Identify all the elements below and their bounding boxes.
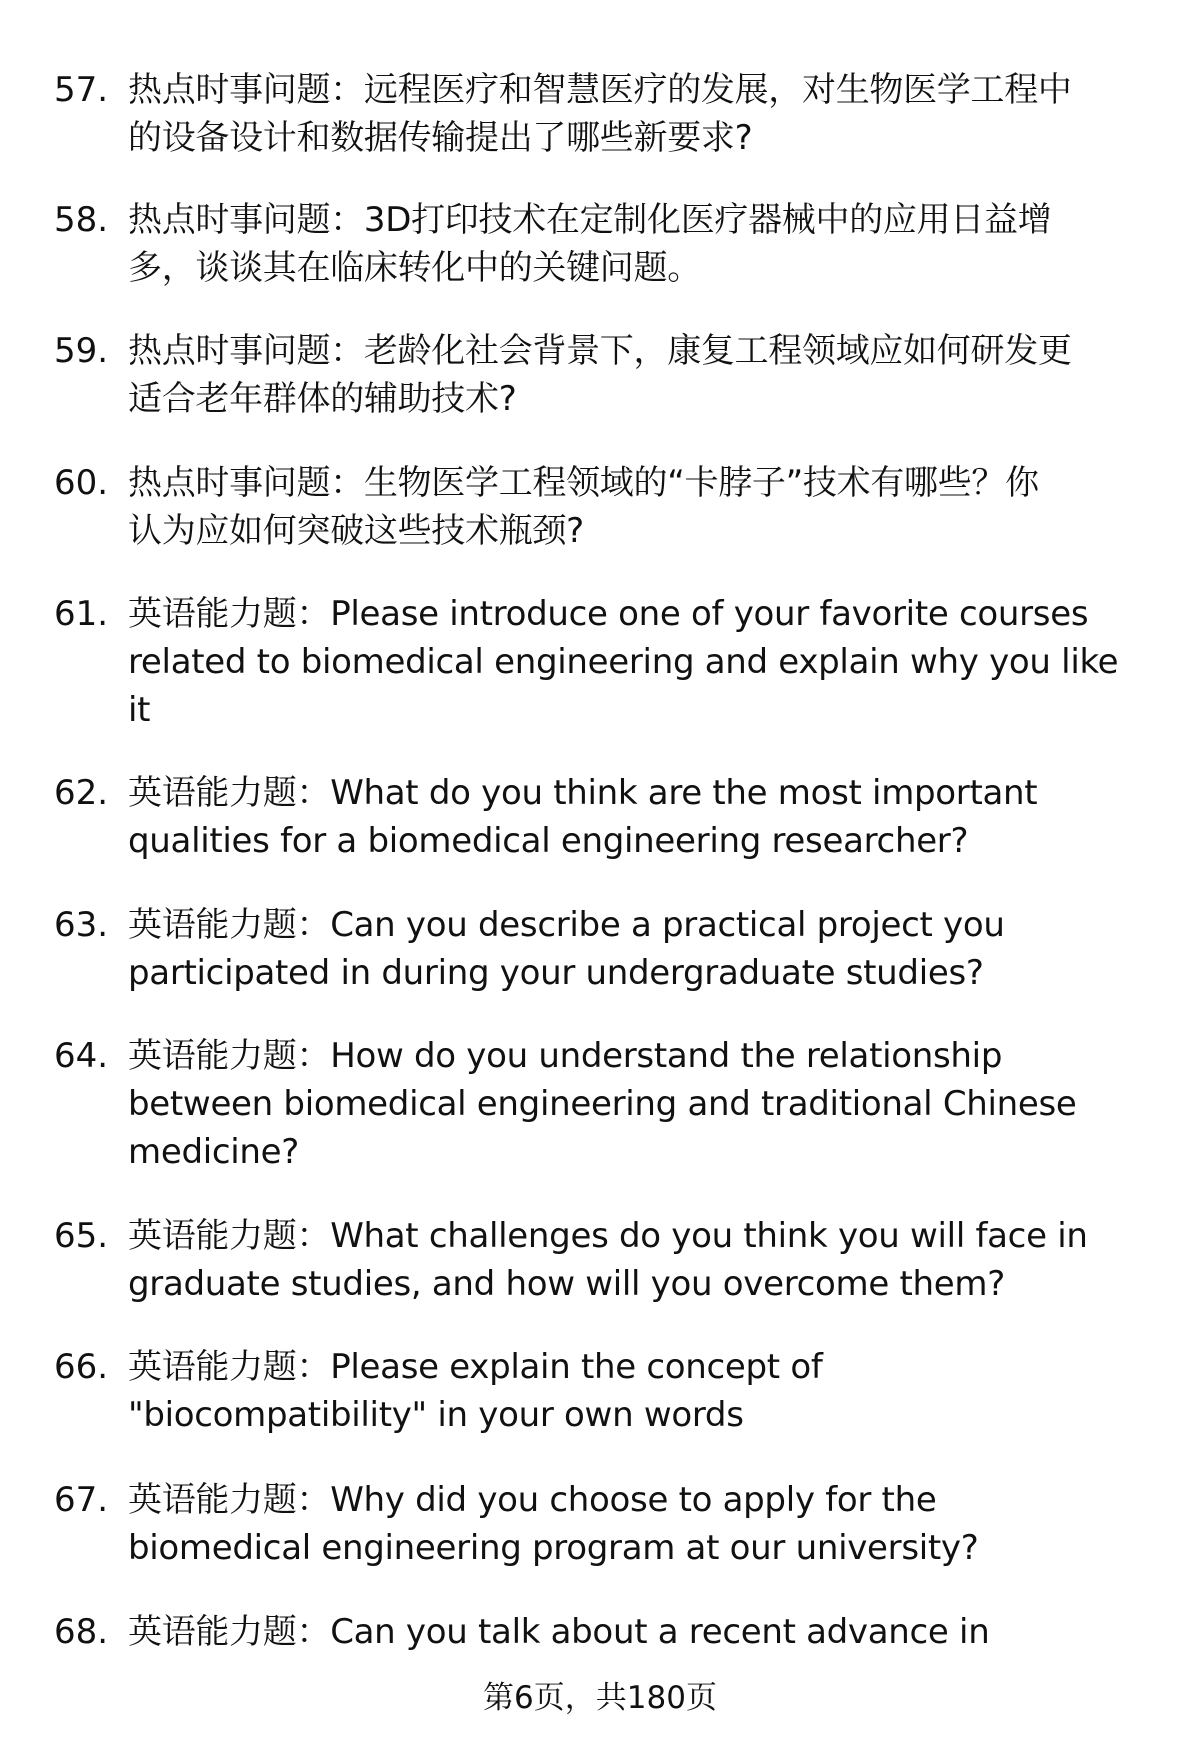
question-text <box>128 1476 979 1572</box>
question-number: 63. <box>54 905 109 945</box>
question-text <box>128 769 1037 865</box>
question-text-line: 热点时事问题：远程医疗和智慧医疗的发展，对生物医学工程中 <box>128 70 1072 110</box>
question-text-line: 的设备设计和数据传输提出了哪些新要求? <box>128 118 753 158</box>
question-text-line: medicine? <box>128 1132 300 1172</box>
question-number: 64. <box>54 1036 109 1076</box>
question-text-line: 英语能力题：Why did you choose to apply for the <box>128 1480 937 1520</box>
question-number: 67. <box>54 1480 109 1520</box>
question-number: 59. <box>54 331 109 371</box>
question-text-line: 英语能力题：What challenges do you think you will face in <box>128 1216 1088 1256</box>
question-text-line: "biocompatibility" in your own words <box>128 1395 744 1435</box>
question-number: 60. <box>54 463 109 503</box>
question-text <box>128 327 1072 423</box>
question-number: 65. <box>54 1216 109 1256</box>
question-number: 68. <box>54 1612 109 1652</box>
question-number: 66. <box>54 1347 109 1387</box>
question-text-line: it <box>128 690 151 730</box>
question-text-line: related to biomedical engineering and explain why you like <box>128 642 1119 682</box>
question-text-line: 英语能力题：Please introduce one of your favorite courses <box>128 594 1089 634</box>
question-text-line: 热点时事问题：老龄化社会背景下，康复工程领域应如何研发更 <box>128 331 1072 371</box>
question-text <box>128 901 1005 997</box>
question-text-line: 英语能力题：How do you understand the relationship <box>128 1036 1003 1076</box>
question-text <box>128 590 1118 734</box>
question-number: 57. <box>54 70 109 110</box>
question-text-line: between biomedical engineering and traditional Chinese <box>128 1084 1077 1124</box>
question-text-line: 多，谈谈其在临床转化中的关键问题。 <box>128 248 701 288</box>
question-text-line: 英语能力题：Can you talk about a recent advance in <box>128 1612 990 1652</box>
question-text-line: 英语能力题：Please explain the concept of <box>128 1347 823 1387</box>
question-number: 61. <box>54 594 109 634</box>
question-text-line: participated in during your undergraduate studies? <box>128 953 984 993</box>
question-text-line: biomedical engineering program at our university? <box>128 1528 979 1568</box>
question-text <box>128 459 1039 555</box>
question-text-line: qualities for a biomedical engineering researcher? <box>128 821 969 861</box>
question-number: 58. <box>54 200 109 240</box>
question-text-line: 适合老年群体的辅助技术? <box>128 379 517 419</box>
question-text-line: 英语能力题：What do you think are the most important <box>128 773 1038 813</box>
question-text-line: 英语能力题：Can you describe a practical project you <box>128 905 1005 945</box>
question-text-line: 热点时事问题：3D打印技术在定制化医疗器械中的应用日益增 <box>128 200 1052 240</box>
question-number: 62. <box>54 773 109 813</box>
question-text <box>128 66 1072 162</box>
question-text-line: 认为应如何突破这些技术瓶颈? <box>128 511 584 551</box>
question-text <box>128 1032 1077 1176</box>
question-text-line: graduate studies, and how will you overcome them? <box>128 1264 1005 1304</box>
page-footer: 第6页，共180页 <box>483 1680 717 1716</box>
question-text <box>128 1343 823 1439</box>
question-text <box>128 196 1051 292</box>
question-text <box>128 1212 1088 1308</box>
question-text-line: 热点时事问题：生物医学工程领域的“卡脖子”技术有哪些？你 <box>128 463 1039 503</box>
question-text <box>128 1608 989 1656</box>
